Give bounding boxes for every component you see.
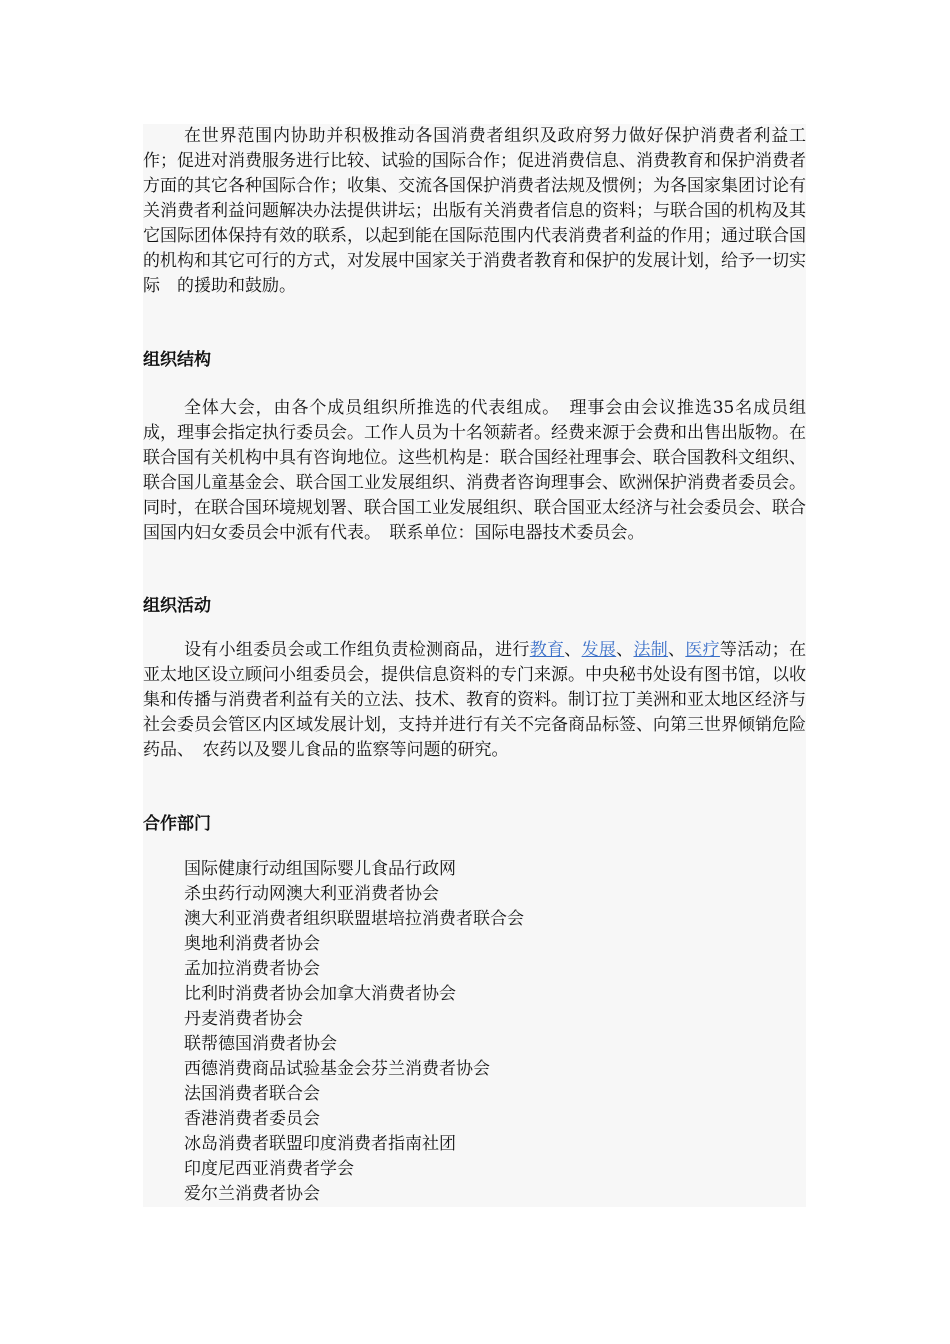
partner-item: 香港消费者委员会 [184, 1109, 320, 1129]
partner-item: 西德消费商品试验基金会芬兰消费者协会 [184, 1059, 490, 1079]
partner-item: 澳大利亚消费者组织联盟堪培拉消费者联合会 [184, 909, 524, 929]
partner-item: 冰岛消费者联盟印度消费者指南社团 [184, 1134, 456, 1154]
section-heading-activities: 组织活动 [143, 596, 211, 616]
partner-item: 比利时消费者协会加拿大消费者协会 [184, 984, 456, 1004]
activities-paragraph [143, 638, 806, 763]
link-medical[interactable]: 医疗 [685, 640, 720, 660]
activities-text-before: 设有小组委员会或工作组负责检测商品，进行 [184, 640, 530, 660]
structure-paragraph: 全体大会，由各个成员组织所推选的代表组成。 理事会由会议推选35名成员组成，理事会指定执行委员会。工作人员为十名领薪者。经费来源于会费和出售出版物。在联合国有关机构中具有咨询地位。这些机构是：联合国经社理事会、联合国教科文组织、联合国儿童基金会、联合国工业发展组织、消费者咨询理事会、欧洲保护消费者委员会。同时，在联合国环境规划署、联合国工业发展组织、联合国亚太经济与社会委员会、联合国国内妇女委员会中派有代表。 联系单位：国际电器技术委员会。 [143, 398, 806, 543]
section-heading-structure: 组织结构 [143, 350, 211, 370]
section-heading-partners: 合作部门 [143, 814, 211, 834]
partner-item: 法国消费者联合会 [184, 1084, 320, 1104]
separator: 、 [564, 640, 582, 660]
link-education[interactable]: 教育 [529, 640, 565, 660]
article-body [143, 124, 806, 1207]
partner-item: 爱尔兰消费者协会 [184, 1184, 320, 1204]
activities-text-after: 等活动；在亚太地区设立顾问小组委员会，提供信息资料的专门来源。中央秘书处设有图书馆，以收集和传播与消费者利益有关的立法、技术、教育的资料。制订拉丁美洲和亚太地区经济与社会委员会管区内区域发展计划，支持并进行有关不完备商品标签、向第三世界倾销危险药品、 农药以及婴儿食品的监察等问题的研究。 [143, 640, 807, 760]
separator: 、 [616, 640, 634, 660]
partner-item: 国际健康行动组国际婴儿食品行政网 [184, 859, 456, 879]
partners-list [143, 857, 806, 1207]
intro-paragraph: 在世界范围内协助并积极推动各国消费者组织及政府努力做好保护消费者利益工作；促进对消费服务进行比较、试验的国际合作；促进消费信息、消费教育和保护消费者方面的其它各种国际合作；收集、交流各国保护消费者法规及惯例；为各国家集团讨论有关消费者利益问题解决办法提供讲坛；出版有关消费者信息的资料；与联合国的机构及其它国际团体保持有效的联系，以起到能在国际范围内代表消费者利益的作用；通过联合国的机构和其它可行的方式，对发展中国家关于消费者教育和保护的发展计划，给予一切实际 的援助和鼓励。 [143, 126, 806, 296]
partner-item: 联帮德国消费者协会 [184, 1034, 337, 1054]
link-legal-system[interactable]: 法制 [633, 640, 669, 660]
partner-item: 印度尼西亚消费者学会 [184, 1159, 354, 1179]
separator: 、 [668, 640, 686, 660]
partner-item: 丹麦消费者协会 [184, 1009, 303, 1029]
link-development[interactable]: 发展 [581, 640, 617, 660]
partner-item: 杀虫药行动网澳大利亚消费者协会 [184, 884, 439, 904]
partner-item: 奥地利消费者协会 [184, 934, 320, 954]
partner-item: 孟加拉消费者协会 [184, 959, 320, 979]
